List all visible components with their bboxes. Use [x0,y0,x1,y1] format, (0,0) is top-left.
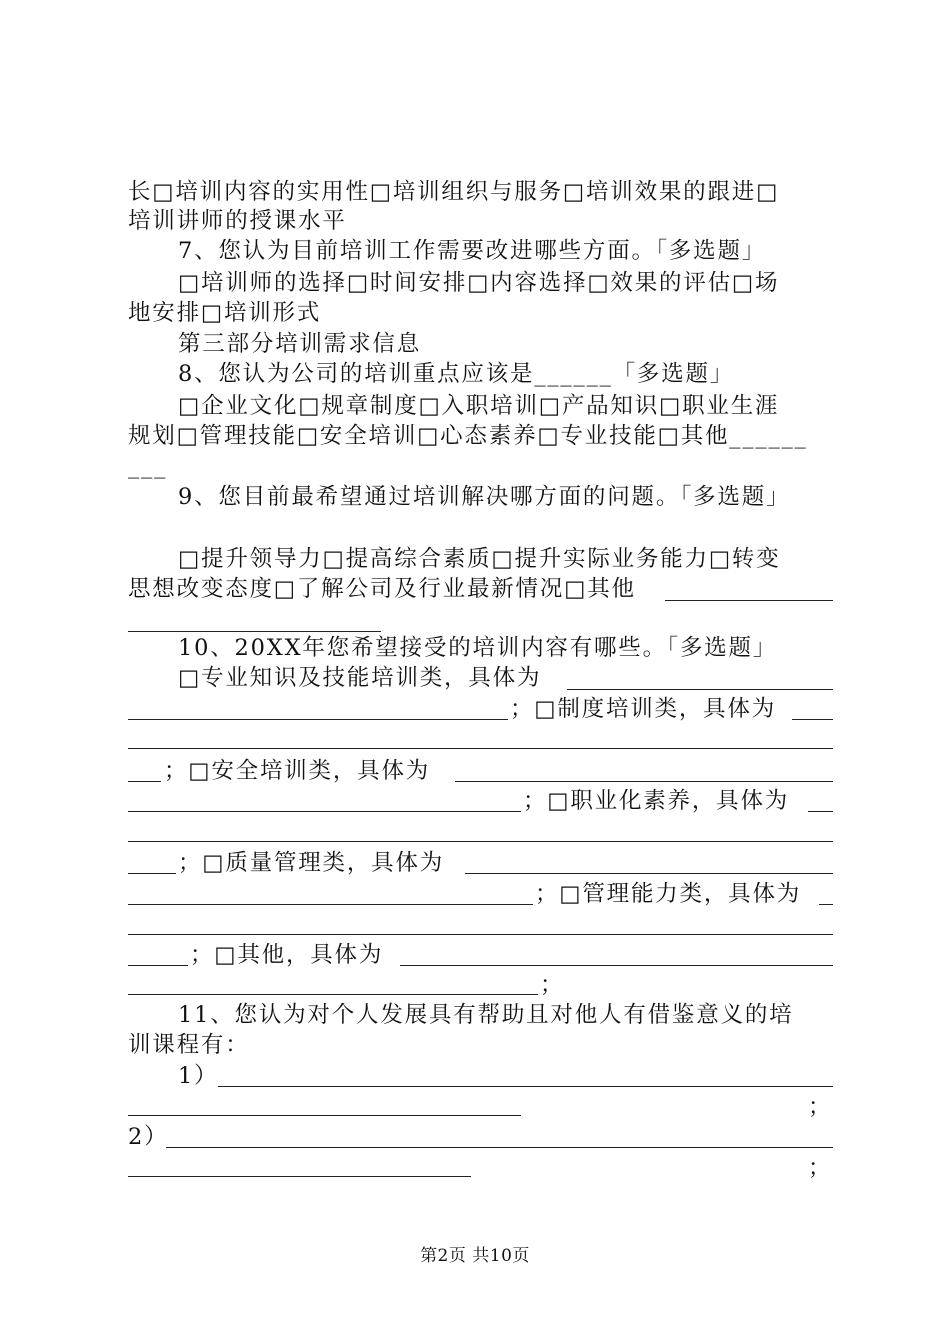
text-line: ；□质量管理类，具体为 [178,850,445,876]
blank-line [808,811,833,812]
blank-line [792,719,833,720]
text-line: 长□培训内容的实用性□培训组织与服务□培训效果的跟进□ [128,179,780,205]
question-8-options: □企业文化□规章制度□入职培训□产品知识□职业生涯 [178,393,780,419]
blank-line [128,934,833,935]
text-line: ；□管理能力类，具体为 [535,881,802,907]
blank-line [128,748,833,749]
text-line: 训课程有： [128,1032,250,1058]
text-line: 地安排□培训形式 [128,300,322,326]
answer-label: 2） [128,1124,169,1150]
text-line: □专业知识及技能培训类，具体为 [178,665,542,691]
page-footer: 第2页 共10页 [420,1246,530,1266]
question-9-options: □提升领导力□提高综合素质□提升实际业务能力□转变 [178,546,781,572]
text-line: ； [808,1094,833,1120]
text-line: ；□其他，具体为 [190,942,384,968]
question-10: 10、20XX年您希望接受的培训内容有哪些。「多选题」 [178,635,778,661]
blank-line [128,994,538,995]
blank-line [819,904,833,905]
text-line: ； [808,1155,833,1181]
section-heading: 第三部分培训需求信息 [178,331,422,357]
text-line: ；□职业化素养，具体为 [523,788,790,814]
blank-line [128,781,161,782]
blank-line [128,873,176,874]
text-line: ；□制度培训类，具体为 [510,696,777,722]
blank-line [465,873,833,874]
blank-line [166,1147,833,1148]
text-line: ___ [128,453,168,479]
text-line: 思想改变态度□了解公司及行业最新情况□其他 [128,576,636,602]
blank-line [400,965,833,966]
text-line: ；□安全培训类，具体为 [164,758,431,784]
question-11: 11、您认为对个人发展具有帮助且对他人有借鉴意义的培 [178,1002,794,1028]
text-line: 规划□管理技能□安全培训□心态素养□专业技能□其他______ [128,423,808,449]
blank-line [128,811,521,812]
question-7: 7、您认为目前培训工作需要改进哪些方面。「多选题」 [178,238,767,264]
blank-line [128,1176,471,1177]
blank-line [128,904,533,905]
blank-line [218,1086,833,1087]
blank-line [455,781,833,782]
blank-line [128,631,381,632]
text-line: 培训讲师的授课水平 [128,208,347,234]
blank-line [128,1115,521,1116]
answer-label: 1） [178,1063,219,1089]
text-line: ； [540,972,565,998]
blank-line [665,600,833,601]
question-8: 8、您认为公司的培训重点应该是______「多选题」 [178,361,735,387]
question-9: 9、您目前最希望通过培训解决哪方面的问题。「多选题」 [178,484,791,510]
question-7-options: □培训师的选择□时间安排□内容选择□效果的评估□场 [178,270,780,296]
blank-line [128,965,188,966]
blank-line [128,719,508,720]
blank-line [567,689,833,690]
blank-line [128,841,833,842]
